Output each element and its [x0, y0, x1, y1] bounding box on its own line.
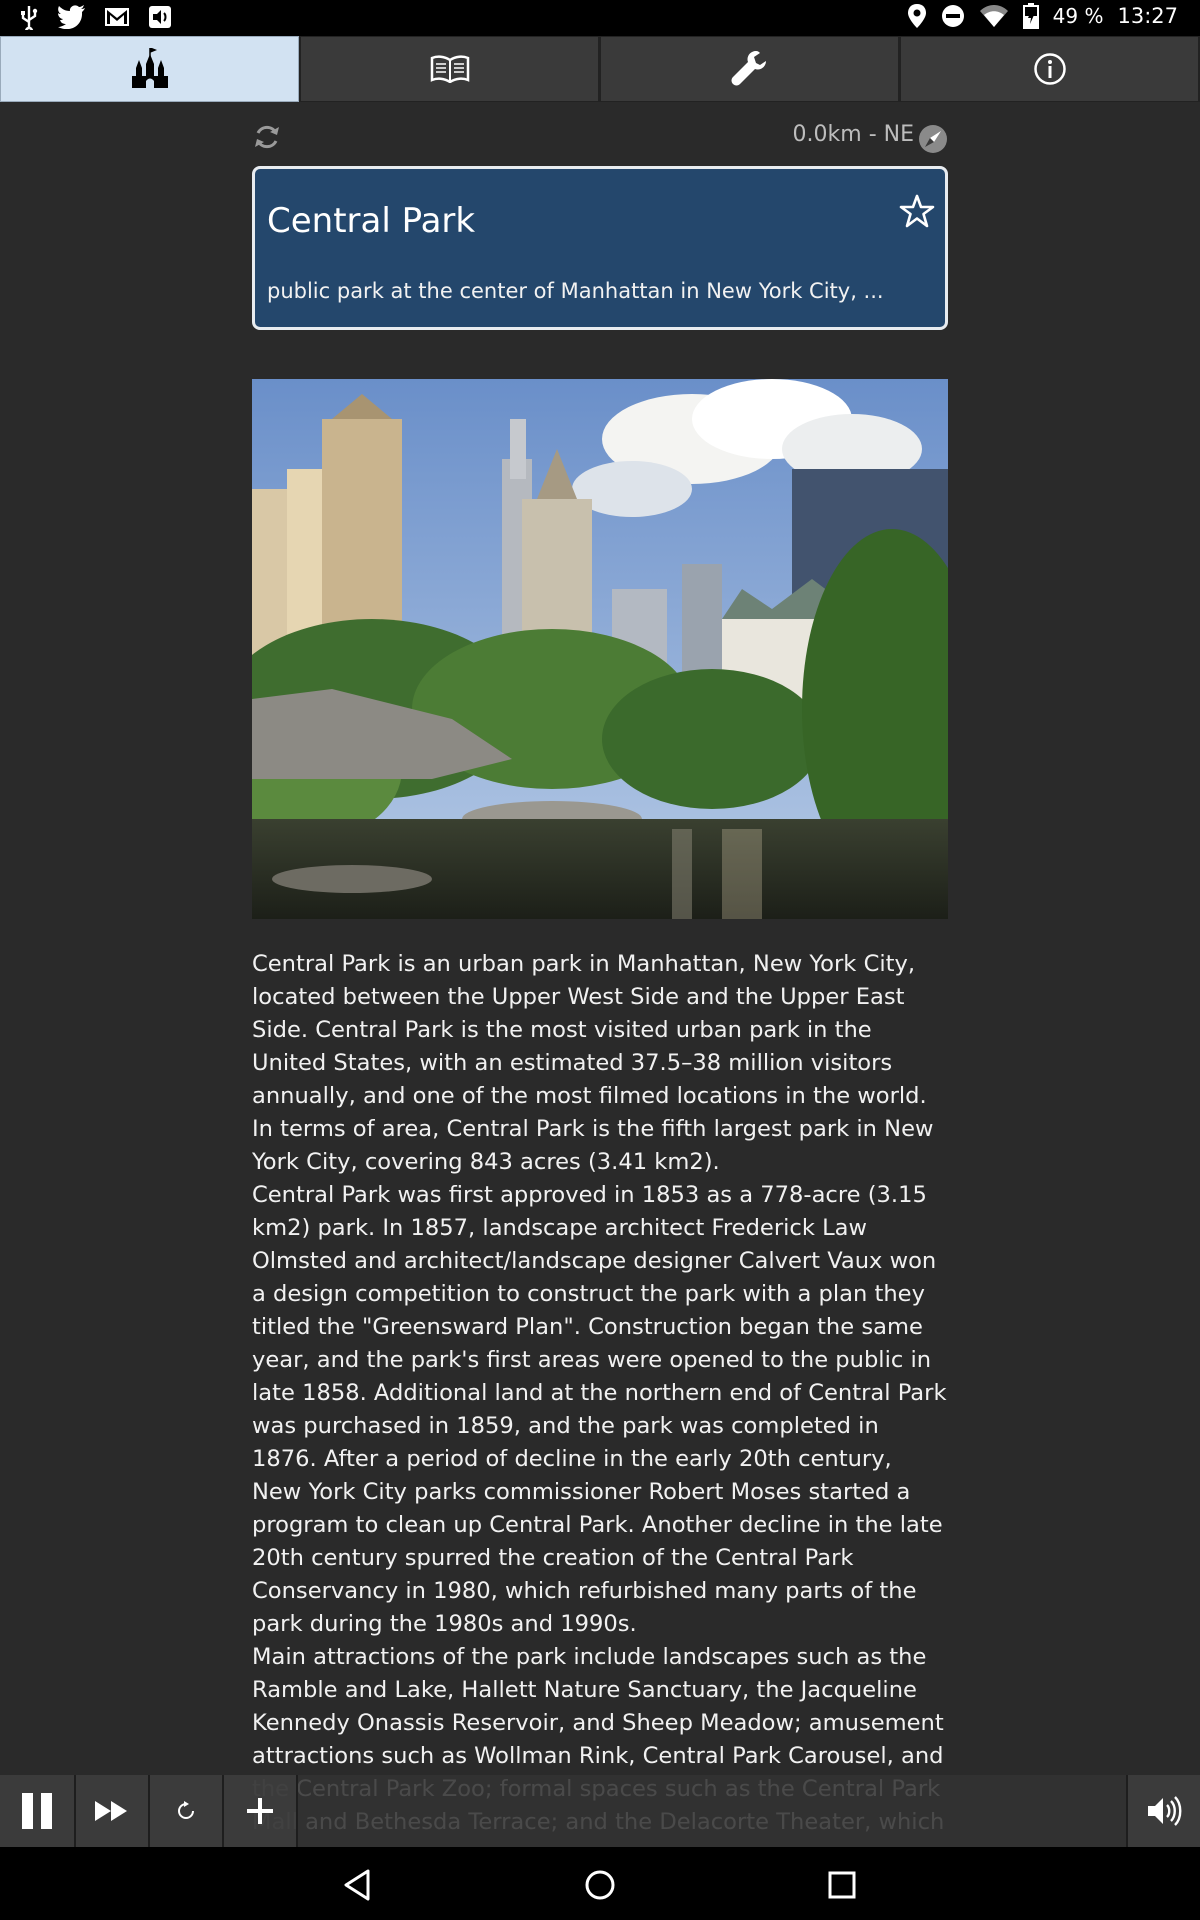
place-card[interactable] [252, 166, 948, 330]
fast-forward-icon [94, 1799, 130, 1823]
place-description: public park at the center of Manhattan in New York City, ... [267, 279, 884, 303]
pause-icon [20, 1791, 54, 1831]
recents-icon[interactable] [822, 1865, 862, 1905]
pause-button[interactable] [0, 1775, 76, 1847]
book-icon [430, 55, 470, 83]
back-icon[interactable] [338, 1865, 378, 1905]
favorite-star-icon[interactable] [899, 193, 935, 229]
fast-forward-button[interactable] [76, 1775, 150, 1847]
volume-button[interactable] [1128, 1775, 1200, 1847]
system-nav-bar [0, 1847, 1200, 1920]
place-title: Central Park [267, 201, 476, 241]
place-photo [252, 379, 948, 919]
media-icon [148, 5, 172, 29]
volume-icon [1146, 1795, 1182, 1827]
twitter-icon [58, 5, 86, 29]
usb-icon [18, 4, 40, 30]
distance-label: 0.0km - NE [792, 122, 914, 147]
info-icon [1033, 52, 1067, 86]
article-paragraph: Central Park was first approved in 1853 as a 778-acre (3.15 km2) park. In 1857, landscape architect Frederick Law Olmsted and architect/landscape designer Calvert Vaux won a design competition to construct the park with a plan they titled the "Greensward Plan". Construction began the same year, and the park's first areas were opened to the public in late 1858. Additional land at the northern end of Central Park was purchased in 1859, and the park was completed in 1876. After a period of decline in the early 20th century, New York City parks commissioner Robert Moses started a program to clean up Central Park. Another decline in the late 20th century spurred the creation of the Central Park Conservancy in 1980, which refurbished many parts of the park during the 1980s and 1990s. [252, 1182, 947, 1637]
add-icon [245, 1796, 275, 1826]
home-icon[interactable] [580, 1865, 620, 1905]
park-skyline-image [252, 379, 948, 919]
article-paragraph: Main attractions of the park include landscapes such as the Ramble and Lake, Hallett Nature Sanctuary, the Jacqueline Kennedy Onassis Reservoir, and Sheep Meadow; amusement attractions such as Wollman Rink, Central Park Carousel, and [252, 1644, 944, 1769]
audio-player-bar [0, 1775, 1200, 1847]
tab-bar [0, 36, 1200, 102]
clock: 13:27 [1117, 4, 1178, 28]
status-bar [0, 0, 1200, 36]
dnd-icon [941, 4, 965, 28]
player-spacer [298, 1775, 1128, 1847]
location-icon [907, 3, 927, 29]
article-text [252, 948, 948, 1848]
battery-icon [1023, 3, 1039, 29]
replay-icon [175, 1800, 197, 1822]
castle-icon [130, 48, 170, 90]
gmail-icon [104, 6, 130, 28]
tab-settings[interactable] [600, 36, 899, 102]
wrench-icon [730, 49, 770, 89]
compass-icon [918, 124, 948, 154]
tab-sights[interactable] [0, 36, 299, 102]
battery-percent: 49 % [1052, 4, 1104, 28]
refresh-icon[interactable] [252, 122, 282, 152]
add-button[interactable] [224, 1775, 298, 1847]
wifi-icon [979, 4, 1009, 28]
tab-info[interactable] [900, 36, 1199, 102]
tab-reader[interactable] [300, 36, 599, 102]
replay-button[interactable] [150, 1775, 224, 1847]
article-paragraph: Central Park is an urban park in Manhattan, New York City, located between the Upper West Side and the Upper East Side. Central Park is the most visited urban park in the United States, with an estimated 37.5–38 million visitors annually, and one of the most filmed locations in the world. In terms of area, Central Park is the fifth largest park in New York City, covering 843 acres (3.41 km2). [252, 951, 934, 1175]
location-bar [252, 118, 948, 158]
